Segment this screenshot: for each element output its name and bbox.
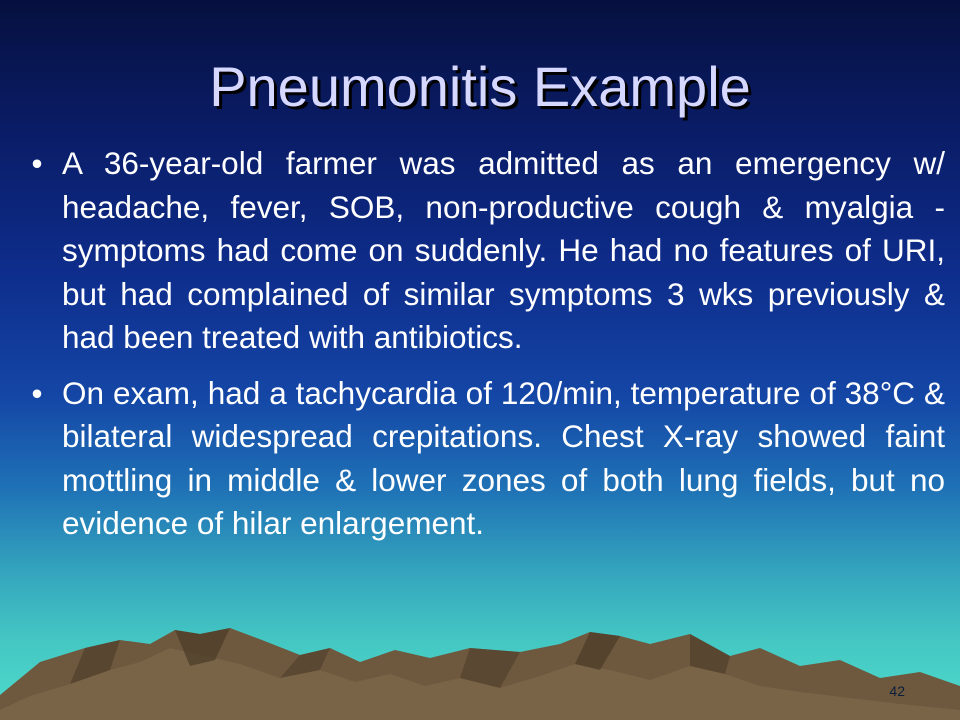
bullet-marker: •	[31, 145, 43, 181]
bullet-list	[25, 142, 945, 558]
bullet-marker: •	[31, 374, 43, 411]
bullet-text: A 36-year-old farmer was admitted as an emergency w/ headache, fever, SOB, non-productive cough & myalgia -symptoms had come on suddenly. He had no features of URI, but had complained of similar symptoms 3 wks previously & had been treated with antibiotics.	[62, 145, 945, 355]
mountain-range-illustration	[0, 600, 960, 720]
page-number: 42	[889, 683, 905, 699]
bullet-item	[25, 372, 945, 546]
slide-title: Pneumonitis Example	[209, 55, 751, 118]
bullet-text: On exam, had a tachycardia of 120/min, temperature of 38°C & bilateral widespread crepitations. Chest X-ray showed faint mottling in middle & lower zones of both lung fields, but no evidence of hilar enlargement.	[62, 374, 945, 541]
bullet-item	[25, 142, 945, 360]
